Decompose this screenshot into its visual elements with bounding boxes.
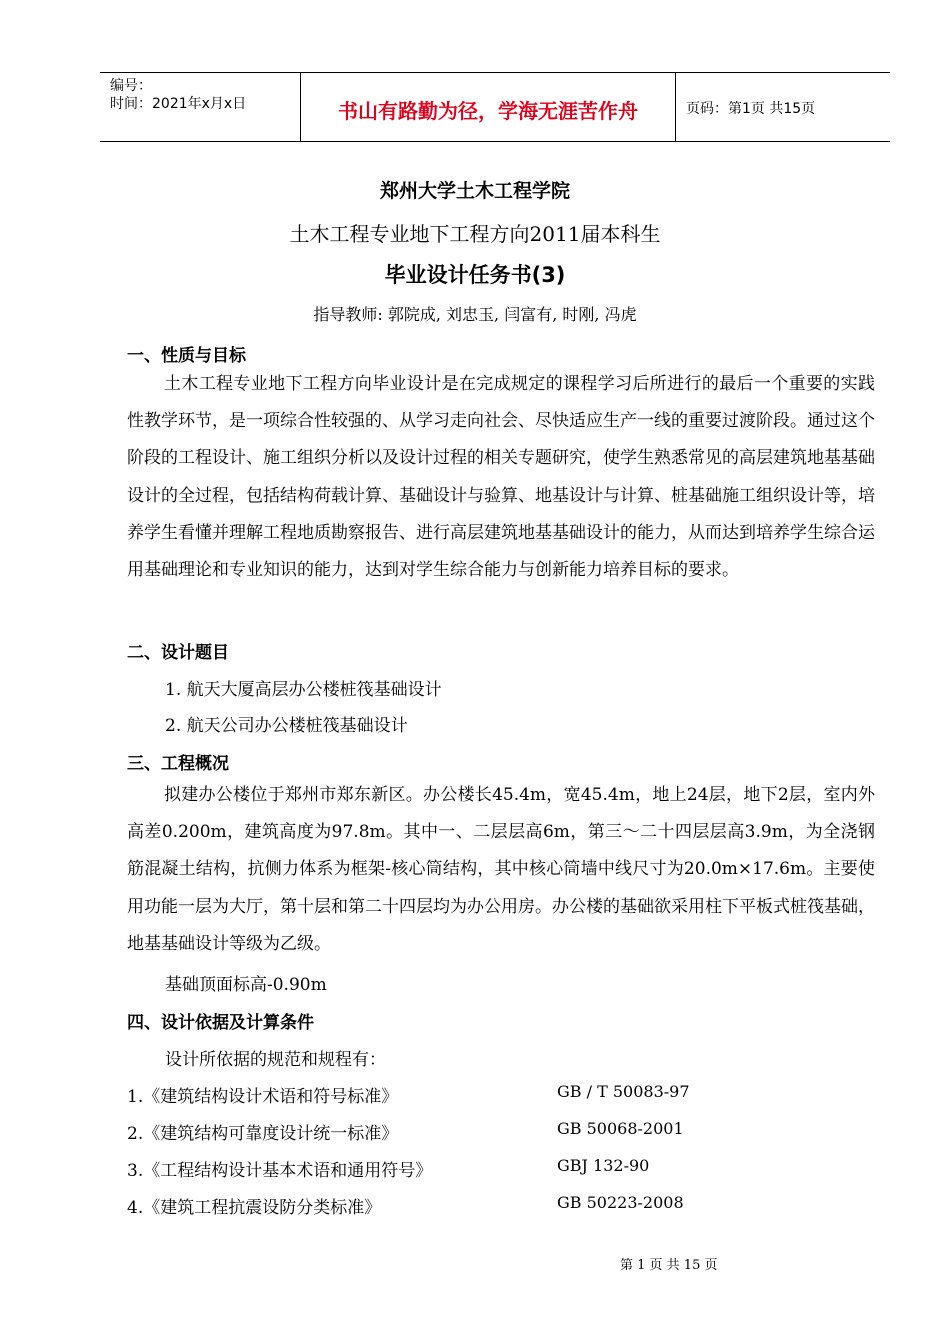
standard-name: 4.《建筑工程抗震设防分类标准》 [127,1198,382,1218]
school-title: 郑州大学土木工程学院 [379,180,570,202]
section-heading-3: 三、工程概况 [127,754,229,774]
standards-intro: 设计所依据的规范和规程有： [165,1050,386,1070]
section-body-1: 土木工程专业地下工程方向毕业设计是在完成规定的课程学习后所进行的最后一个重要的实践性教学环节，是一项综合性较强的、从学习走向社会、尽快适应生产一线的重要过渡阶段。通过这个阶段的工程设计、施工组织分析以及设计过程的相关专题研究，使学生熟悉常见的高层建筑地基基础设计的全过程，包括结构荷载计算、基础设计与验算、地基设计与计算、桩基础施工组织设计等，培养学生看懂并理解工程地质勘察报告、进行高层建筑地基基础设计的能力，从而达到培养学生综合运用基础理论和专业知识的能力，达到对学生综合能力与创新能力培养目标的要求。 [127,374,875,581]
foundation-elevation: 基础顶面标高-0.90m [165,975,327,995]
document-title: 毕业设计任务书(3) [384,263,566,287]
page-footer: 第 1 页 共 15 页 [620,1258,718,1273]
standard-name: 2.《建筑结构可靠度设计统一标准》 [127,1124,399,1144]
header-meta-cell [100,73,300,141]
standard-name: 3.《工程结构设计基本术语和通用符号》 [127,1161,433,1181]
header-motto-cell [300,73,676,141]
page-info: 页码：第1页 共15页 [686,101,816,117]
standard-name: 1.《建筑结构设计术语和符号标准》 [127,1087,399,1107]
section-heading-4: 四、设计依据及计算条件 [127,1013,314,1033]
number-label: 编号： [110,78,152,94]
design-topic-item: 1. 航天大厦高层办公楼桩筏基础设计 [165,680,442,700]
header-page-cell [676,73,890,141]
program-title: 土木工程专业地下工程方向2011届本科生 [289,222,661,246]
motto: 书山有路勤为径，学海无涯苦作舟 [338,99,638,123]
standard-code: GB / T 50083-97 [557,1082,690,1101]
time-label: 时间：2021年x月x日 [110,96,247,112]
section-body-3: 拟建办公楼位于郑州市郑东新区。办公楼长45.4m，宽45.4m，地上24层，地下2层，室内外高差0.200m，建筑高度为97.8m。其中一、二层层高6m，第三～二十四层层高3.9m，为全浇钢筋混凝土结构，抗侧力体系为框架-核心筒结构，其中核心筒墙中线尺寸为20.0m×17.6m。主要使用功能一层为大厅，第十层和第二十四层均为办公用房。办公楼的基础欲采用柱下平板式桩筏基础，地基基础设计等级为乙级。 [127,785,875,954]
section-heading-2: 二、设计题目 [127,643,229,663]
standard-code: GB 50068-2001 [557,1119,684,1138]
standard-code: GB 50223-2008 [557,1193,684,1212]
advisors-line: 指导教师: 郭院成, 刘忠玉, 闫富有, 时刚, 冯虎 [313,305,637,324]
standard-code: GBJ 132-90 [557,1156,650,1175]
section-heading-1: 一、性质与目标 [127,346,246,366]
document-header [100,72,890,142]
design-topic-item: 2. 航天公司办公楼桩筏基础设计 [165,716,408,736]
